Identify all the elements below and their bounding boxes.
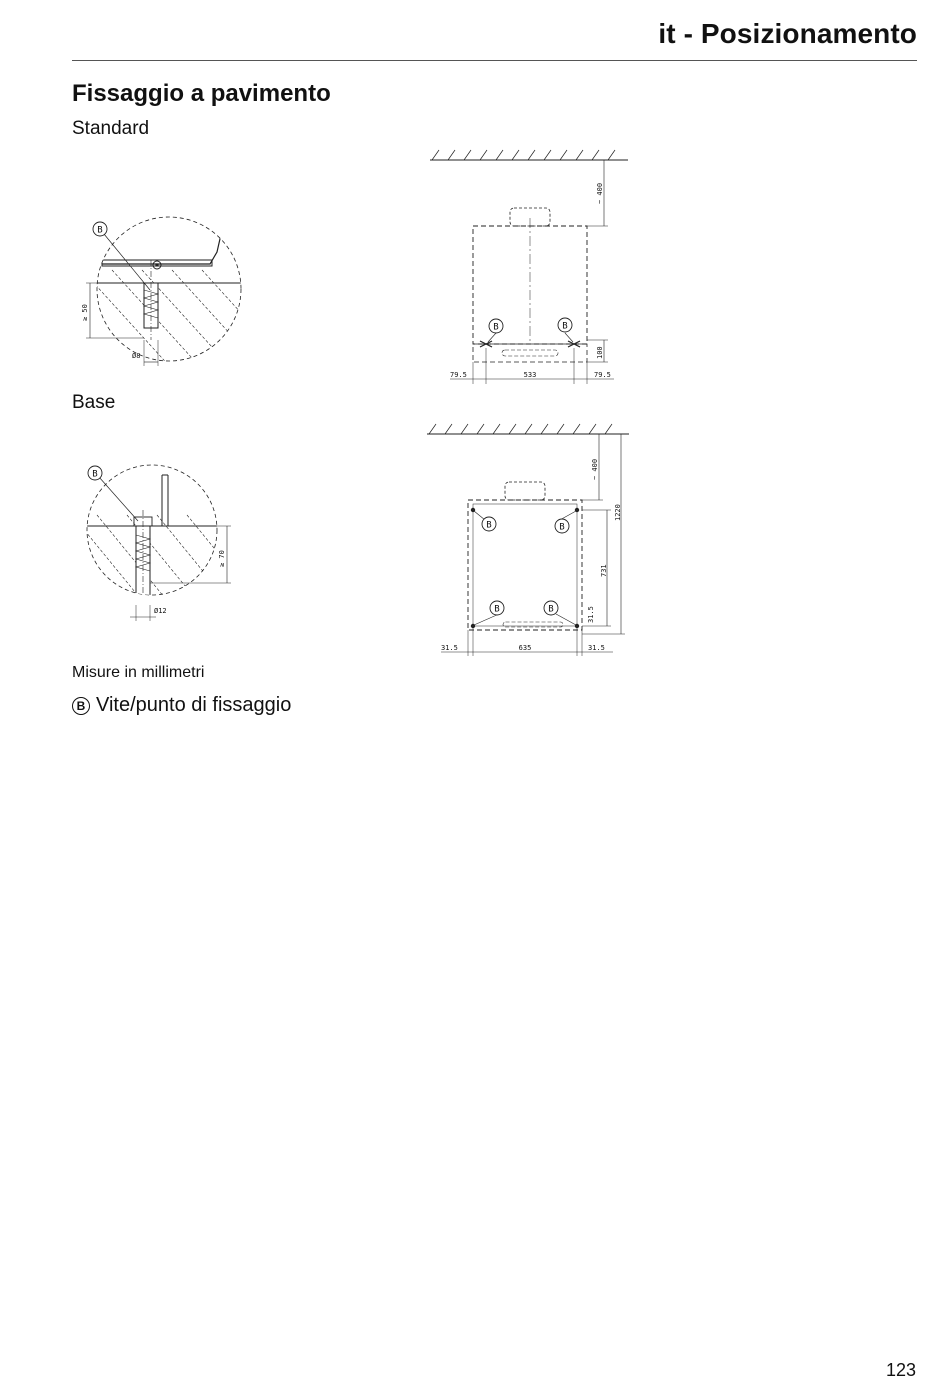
page-number: 123 bbox=[885, 1360, 916, 1380]
base-front-callout-top-right: B bbox=[559, 522, 565, 533]
standard-detail-callout: B bbox=[97, 225, 103, 236]
standard-depth-label: ≥ 50 bbox=[81, 304, 89, 321]
standard-ceiling-gap: ~ 400 bbox=[596, 182, 604, 204]
standard-spacing: 533 bbox=[523, 371, 537, 379]
measurement-note: Misure in millimetri bbox=[72, 664, 205, 681]
standard-diameter-label: Ø8 bbox=[132, 352, 141, 360]
legend-text: Vite/punto di fissaggio bbox=[96, 694, 292, 716]
standard-front-callout-right: B bbox=[562, 321, 568, 332]
standard-front-callout-left: B bbox=[493, 322, 499, 333]
standard-label: Standard bbox=[72, 118, 150, 139]
base-depth-label: ≥ 70 bbox=[218, 550, 226, 567]
base-inner-height: 731 bbox=[600, 564, 608, 577]
base-total-height: 1220 bbox=[614, 504, 622, 521]
standard-left-offset: 79.5 bbox=[450, 371, 467, 379]
base-front-callout-top-left: B bbox=[486, 520, 492, 531]
base-bottom-offset: 31.5 bbox=[587, 606, 595, 623]
base-spacing: 635 bbox=[518, 644, 532, 652]
standard-front-diagram bbox=[430, 148, 630, 388]
base-front-diagram bbox=[425, 420, 635, 660]
base-front-callout-bottom-left: B bbox=[494, 604, 500, 615]
standard-right-offset: 79.5 bbox=[594, 371, 611, 379]
page-header-title: it - Posizionamento bbox=[658, 18, 917, 49]
base-ceiling-gap: ~ 400 bbox=[591, 458, 599, 480]
base-detail-callout: B bbox=[92, 469, 98, 480]
base-detail-diagram bbox=[72, 455, 272, 625]
base-label: Base bbox=[72, 392, 116, 413]
base-right-offset: 31.5 bbox=[588, 644, 605, 652]
header-rule bbox=[72, 60, 917, 61]
base-front-callout-bottom-right: B bbox=[548, 604, 554, 615]
section-title: Fissaggio a pavimento bbox=[72, 80, 331, 107]
base-diameter-label: Ø12 bbox=[154, 607, 167, 615]
legend bbox=[72, 694, 291, 717]
standard-height: 100 bbox=[596, 346, 604, 359]
base-left-offset: 31.5 bbox=[441, 644, 458, 652]
standard-detail-diagram bbox=[72, 190, 272, 380]
legend-symbol: B bbox=[72, 697, 90, 715]
